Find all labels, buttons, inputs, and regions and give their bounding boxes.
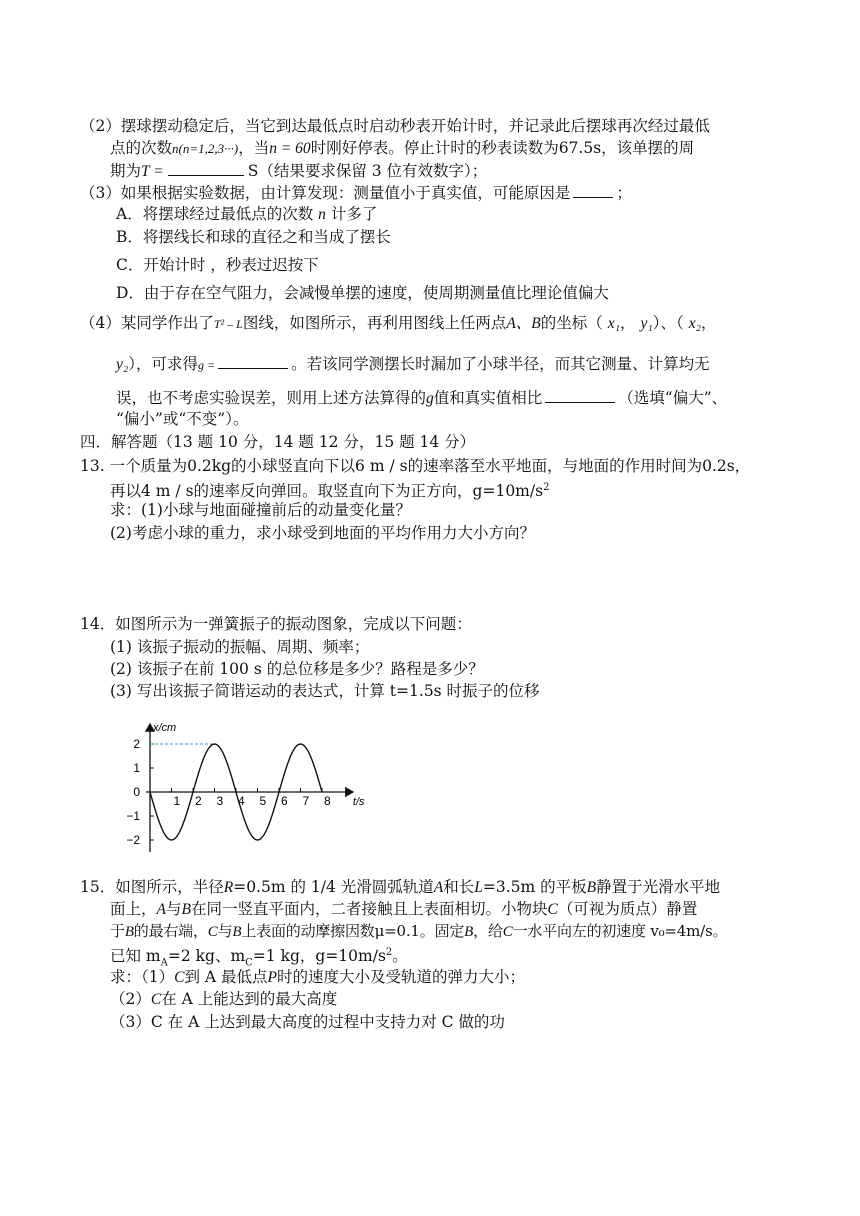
formula: n(n=1,2,3···) [172,141,239,156]
text: （4）某同学作出了 [80,314,214,332]
var: B [464,924,474,940]
q15-line2 [110,898,697,921]
var: R [223,879,234,896]
q12-2-line2 [110,137,694,160]
text: 与 [165,900,182,918]
text: ，给 [473,922,503,940]
formula: g [426,390,434,407]
text: （可视为质点）静置 [557,900,698,918]
answer-blank[interactable] [545,386,615,403]
text: S（结果要求保留 3 位有效数字）； [247,162,488,180]
q15-line7: （3）C 在 A 上达到最大高度的过程中支持力对 C 做的功 [110,1013,505,1031]
text: ），可求得 [128,355,199,373]
q14-line1: 14．如图所示为一弹簧振子的振动图象，完成以下问题： [80,615,472,633]
var: B [586,879,597,896]
text: （3）如果根据实验数据，由计算发现：测量值小于真实值，可能原因是 [80,184,571,202]
text: 再以 [110,482,142,501]
text: =0.5m 的 1/4 光滑圆弧轨道 [233,878,434,896]
text: ）、（ [652,314,684,332]
text: （2） [110,990,151,1008]
var: A [433,879,444,896]
q12-4-line2 [116,352,710,376]
y-tick-label: 2 [133,737,140,751]
superscript: 2 [543,482,550,493]
text: 图线，如图所示，再利用图线上任两点 [242,314,507,332]
text: 。 [392,947,408,966]
formula: n [318,206,326,223]
text: =2 kg、m [167,947,246,966]
formula: 4 m / s [141,482,194,501]
q12-4-line1 [80,312,717,335]
q15-line1 [80,876,720,899]
text: =3.5m 的平板 [482,878,587,896]
y2: y₂ [116,356,129,373]
formula: 6 m / s [355,457,408,475]
text: 。若该同学测摆长时漏加了小球半径，而其它测量、计算均无 [291,355,710,373]
oscillation-chart [108,704,390,856]
subscript: C [245,957,253,969]
q12-3-stem [80,181,632,204]
q15-line3 [110,920,727,943]
q13-line4: (2)考虑小球的重力，求小球受到地面的平均作用力大小方向？ [110,524,535,542]
formula: T² – L [213,317,243,331]
y-tick-label: 1 [133,761,140,775]
answer-blank[interactable] [218,352,288,369]
var: C [174,969,185,986]
y-tick-label: −1 [126,809,140,823]
text: 时刚好停表。停止计时的秒表读数为67.5s，该单摆的周 [310,139,695,157]
q13-line3: 求：(1)小球与地面碰撞前后的动量变化量？ [110,501,411,519]
text: 静置于光滑水平地 [596,878,721,896]
superscript: 2 [385,947,393,958]
text: 的坐标（ [540,314,603,332]
text: ，当 [238,139,270,157]
var: B [232,924,242,940]
subscript: A [160,957,168,969]
x-tick-label: 8 [324,794,331,808]
x1: x₁ [607,315,621,332]
q15-line5 [110,966,525,989]
q12-4-line3 [116,386,727,410]
x-tick-label: 1 [173,794,181,808]
x-tick-label: 6 [281,794,288,808]
text: 与 [217,922,233,940]
text: 的速率落至水平地面，与地面的作用时间为0.2s， [407,457,751,475]
y1: y₁ [640,315,653,332]
x-tick-label: 7 [302,794,310,808]
var: C [547,901,558,918]
text: ； [616,184,632,202]
text: =1 kg，g=10m/s [252,947,386,966]
q15-line6 [110,988,337,1011]
x2: x₂ [688,315,701,332]
var: L [474,879,483,896]
y-tick-label: −2 [126,833,140,847]
text: 点的次数 [110,139,173,157]
text: 13. 一个质量为0.2kg的小球竖直向下以 [80,457,356,475]
answer-blank[interactable] [168,159,244,176]
q14-line3: (2) 该振子在前 100 s 的总位移是多少？路程是多少？ [110,660,484,678]
text: 期为 [110,162,142,180]
section-heading: 四．解答题（13 题 10 分，14 题 12 分，15 题 14 分） [80,433,476,451]
option-a [116,203,377,226]
formula: g = [198,358,216,372]
text: 的速率反向弹回。取竖直向下为正方向，g=10m/s [193,482,544,501]
text: 到 A 最低点 [184,968,268,986]
answer-blank[interactable] [573,181,613,198]
q13-line1 [80,455,750,477]
var: C [150,991,162,1008]
x-tick-label: 5 [259,794,267,808]
text: 求：（1） [110,968,175,986]
var: C [502,924,513,940]
option-b: B．将摆线长和球的直径之和当成了摆长 [116,228,391,246]
text: 时的速度大小及受轨道的弹力大小； [277,968,526,986]
x-tick-label: 4 [238,794,245,808]
text: 值和真实值相比 [433,389,543,407]
var: B [181,901,191,918]
option-d: D．由于存在空气阻力，会减慢单摆的速度，使周期测量值比理论值偏大 [116,284,609,302]
q14-line4: (3) 写出该振子简谐运动的表达式，计算 t=1.5s 时振子的位移 [110,682,540,700]
points-label: A、B [506,315,541,332]
text: 和长 [443,878,475,896]
text: （选填“偏大”、 [618,389,728,407]
text: 一水平向左的初速度 v₀=4m/s。 [512,922,728,940]
text: 面上， [110,900,157,918]
text: 在 A 上能达到的最大高度 [161,990,338,1008]
q12-2-line3 [110,159,487,183]
x-tick-label: 2 [195,794,202,808]
text: ， [620,314,636,332]
text: 已知 m [110,947,161,966]
q14-line2: (1) 该振子振动的振幅、周期、频率； [110,638,370,656]
text: ， [700,314,717,332]
var: C [207,924,218,940]
text: A．将摆球经过最低点的次数 [116,205,314,223]
option-c: C．开始计时 ，秒表过迟按下 [116,256,319,274]
text: 在同一竖直平面内，二者接触且上表面相切。小物块 [190,900,548,918]
text: 15．如图所示，半径 [80,878,224,896]
y-tick-label: 0 [133,785,140,799]
text: 上表面的动摩擦因数μ=0.1。固定 [241,922,465,940]
text: 计多了 [330,205,378,223]
formula: n = 60 [269,140,311,157]
y-axis-label: x/cm [153,722,177,734]
formula: T = [141,163,164,180]
var: P [267,969,277,986]
text: 的最右端， [133,922,208,940]
text: 于 [110,922,125,940]
var: B [124,924,134,940]
var: A [156,901,166,918]
q12-2-line1: （2）摆球摆动稳定后，当它到达最低点时启动秒表开始计时，并记录此后摆球再次经过最低 [80,117,710,135]
x-tick-label: 3 [216,794,224,808]
text: 误，也不考虑实验误差，则用上述方法算得的 [116,389,427,407]
q12-4-line4: “偏小”或“不变”）。 [116,410,249,428]
x-axis-label: t/s [352,796,365,808]
